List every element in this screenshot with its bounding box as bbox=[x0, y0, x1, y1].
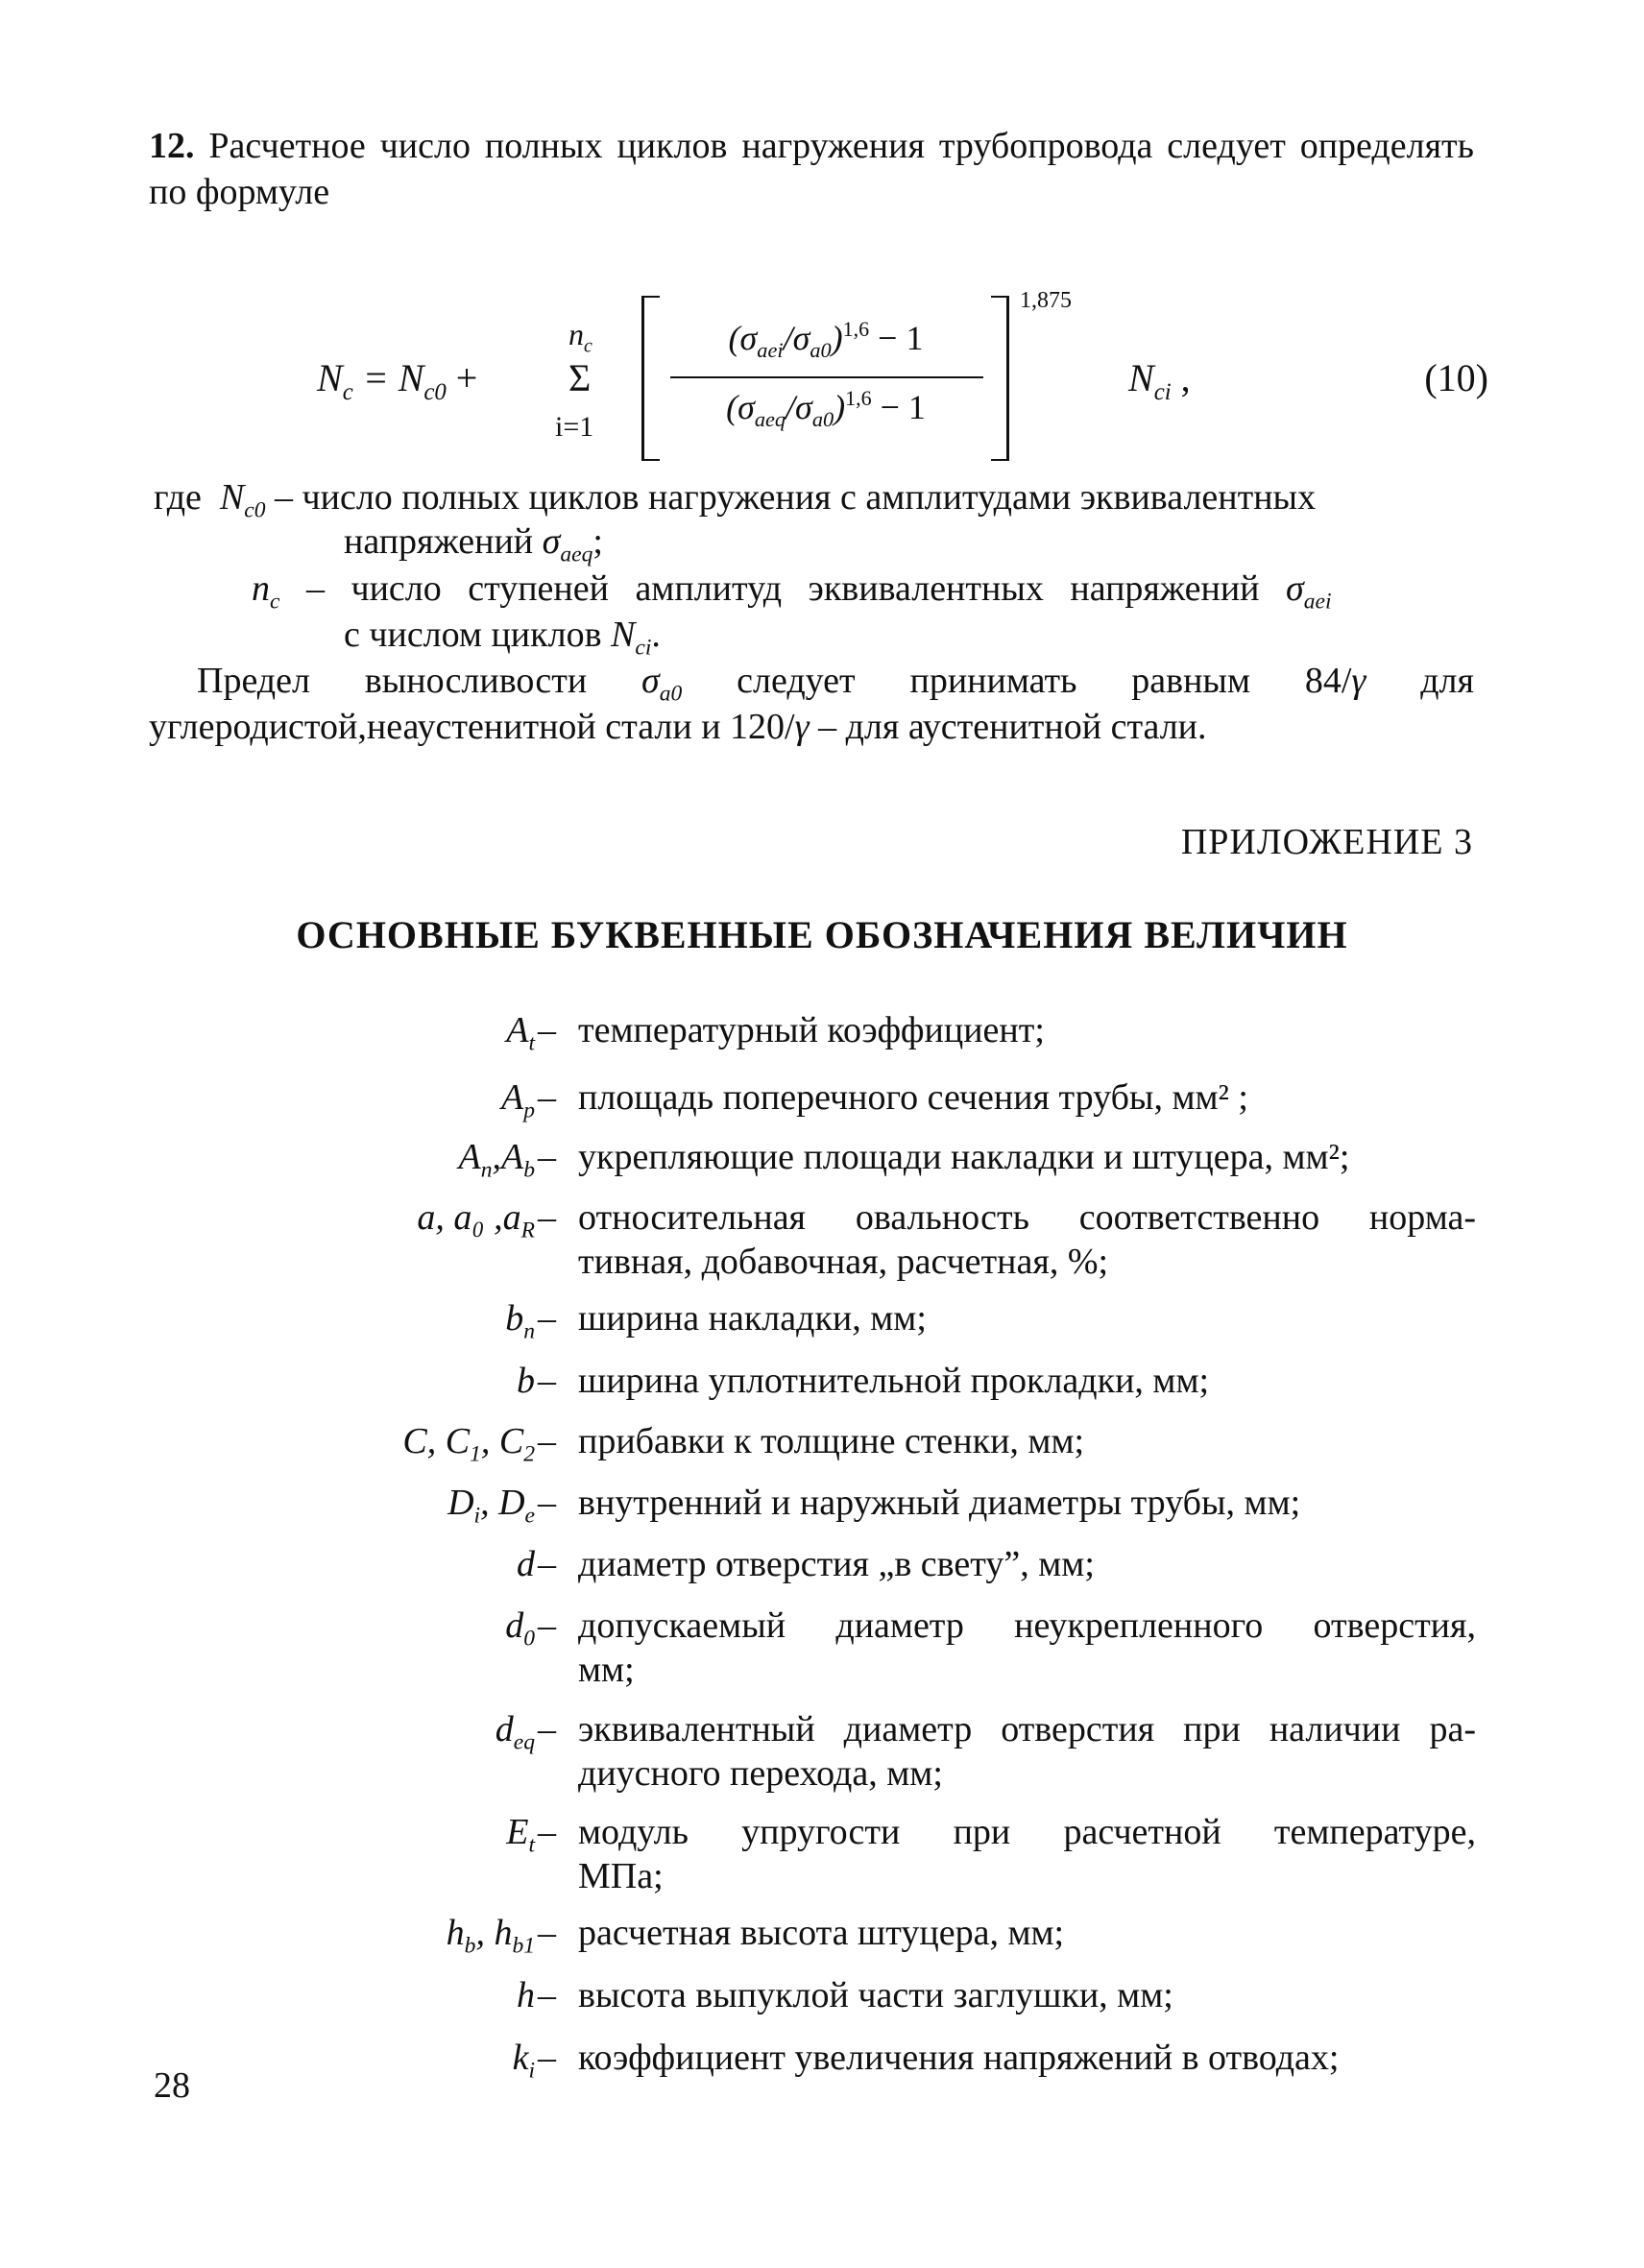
definition-dash: – bbox=[538, 1605, 556, 1646]
symbol-subscript: n bbox=[523, 1318, 535, 1344]
definition-dash: – bbox=[538, 1077, 556, 1118]
w1-text2: напряжений bbox=[344, 521, 543, 562]
w1-text: – число полных циклов нагружения с амплитудами эквивалентных bbox=[265, 477, 1317, 518]
definition-dash: – bbox=[538, 1544, 556, 1584]
symbol-subscript: i bbox=[528, 2058, 535, 2084]
definition-text-line: расчетная высота штуцера, мм; bbox=[578, 1913, 1065, 1953]
definition-text bbox=[578, 1481, 1476, 1525]
definition-text-line: укрепляющие площади накладки и штуцера, мм²; bbox=[578, 1137, 1350, 1177]
symbol-subscript: e bbox=[524, 1503, 535, 1529]
den-minus-one: − 1 bbox=[871, 388, 926, 426]
right-bracket bbox=[991, 296, 1009, 461]
definition-text-continuation: тивная, добавочная, расчетная, %; bbox=[578, 1242, 1109, 1282]
outer-exponent: 1,875 bbox=[1020, 288, 1072, 313]
symbol-part: h bbox=[446, 1913, 465, 1953]
symbol-part: A bbox=[458, 1137, 481, 1177]
definition-text-line: внутренний и наружный диаметры трубы, мм; bbox=[578, 1483, 1301, 1523]
lhs-equals: = N bbox=[352, 356, 424, 399]
left-bracket bbox=[641, 296, 660, 461]
den-sigma2: /σ bbox=[786, 388, 812, 426]
definition-text bbox=[578, 1973, 1476, 2017]
definition-symbol bbox=[446, 1911, 535, 1959]
symbol-subscript: 2 bbox=[523, 1441, 535, 1467]
definition-symbol bbox=[517, 1542, 535, 1586]
definition-symbol bbox=[506, 1810, 535, 1858]
symbol-subscript: 0 bbox=[523, 1626, 535, 1652]
w2-n-sub: ci bbox=[635, 635, 652, 661]
w2-sigma: σ bbox=[1286, 568, 1304, 609]
note-gamma2: γ bbox=[794, 707, 810, 747]
definition-text-continuation: диусного перехода, мм; bbox=[578, 1753, 943, 1794]
num-sigma1: σ bbox=[739, 319, 758, 357]
definition-text-continuation: мм; bbox=[578, 1650, 635, 1690]
den-sigma1: σ bbox=[737, 388, 755, 426]
sum-top: n bbox=[568, 317, 584, 351]
definition-dash: – bbox=[538, 1361, 556, 1401]
definition-dash: – bbox=[538, 1709, 556, 1749]
intro-paragraph bbox=[149, 123, 1474, 215]
symbol-part: a, a₀ ,a bbox=[417, 1197, 521, 1238]
definition-symbol bbox=[517, 1973, 535, 2017]
definition-text bbox=[578, 1419, 1476, 1463]
symbol-part: , C bbox=[480, 1421, 524, 1461]
note-sigma: σ bbox=[641, 661, 660, 701]
definition-text-line: диаметр отверстия „в свету”, мм; bbox=[578, 1544, 1095, 1584]
definition-text-line: ширина накладки, мм; bbox=[578, 1298, 927, 1339]
definition-symbol bbox=[458, 1135, 536, 1183]
where-line-1b bbox=[344, 519, 603, 567]
symbol-part: C, C bbox=[402, 1421, 471, 1461]
w1-sigma-sub: aeq bbox=[560, 542, 593, 567]
sum-top-sub: c bbox=[584, 335, 592, 357]
w2-n: N bbox=[611, 615, 636, 655]
w1-end: ; bbox=[592, 521, 603, 562]
fraction-numerator: $(\sigma_{aei}/\sigma_{a0})^{1,6} - 1$ bbox=[728, 317, 924, 363]
definition-symbol bbox=[402, 1419, 535, 1467]
w1-sigma: σ bbox=[542, 521, 561, 562]
definition-text bbox=[578, 1810, 1476, 1898]
symbol-subscript: t bbox=[528, 1030, 535, 1056]
where-line-2b bbox=[344, 613, 661, 661]
definition-text-line: площадь поперечного сечения трубы, мм² ; bbox=[578, 1077, 1248, 1118]
section-title: ОСНОВНЫЕ БУКВЕННЫЕ ОБОЗНАЧЕНИЯ ВЕЛИЧИН bbox=[296, 913, 1348, 956]
symbol-part: , D bbox=[480, 1483, 525, 1523]
num-minus-one: − 1 bbox=[869, 319, 924, 357]
definition-dash: – bbox=[538, 1913, 556, 1953]
definition-symbol bbox=[505, 1296, 535, 1344]
definition-dash: – bbox=[538, 1298, 556, 1339]
definition-symbol bbox=[517, 1359, 535, 1403]
rhs-comma: , bbox=[1171, 356, 1191, 399]
w1-symbol: N bbox=[219, 477, 245, 518]
definition-text-continuation: МПа; bbox=[578, 1856, 664, 1896]
definition-text-line: допускаемый диаметр неукрепленного отверстия, bbox=[578, 1605, 1476, 1646]
w2-end: . bbox=[651, 615, 661, 655]
w1-sub: c0 bbox=[244, 497, 266, 523]
definition-symbol bbox=[495, 1707, 535, 1755]
where-line-2 bbox=[252, 567, 1481, 615]
n0-sub: c0 bbox=[423, 379, 447, 405]
intro-text: Расчетное число полных циклов нагружения трубопровода следует определять по формуле bbox=[149, 126, 1474, 212]
formula-10 bbox=[317, 278, 1488, 475]
definition-symbol bbox=[447, 1481, 535, 1529]
symbol-subscript: b bbox=[464, 1933, 476, 1959]
note-part2: следует принимать равным 84/ bbox=[682, 661, 1352, 701]
symbol-part: d bbox=[505, 1605, 524, 1646]
num-sub2: a0 bbox=[810, 338, 832, 363]
symbol-subscript: p bbox=[523, 1098, 535, 1123]
symbol-part: D bbox=[447, 1483, 474, 1523]
definition-text-line: прибавки к толщине стенки, мм; bbox=[578, 1421, 1085, 1461]
symbol-part: h bbox=[517, 1975, 535, 2015]
w2-text: – число ступеней амплитуд эквивалентных напряжений bbox=[279, 568, 1287, 609]
definition-symbol bbox=[417, 1195, 535, 1243]
symbol-part: , h bbox=[475, 1913, 513, 1953]
definition-text bbox=[578, 1604, 1476, 1692]
definition-symbol bbox=[512, 2036, 535, 2084]
definition-text-line: высота выпуклой части заглушки, мм; bbox=[578, 1975, 1173, 2015]
den-exp: 1,6 bbox=[845, 386, 872, 410]
definition-dash: – bbox=[538, 1010, 556, 1050]
endurance-limit-note bbox=[149, 658, 1474, 750]
definition-text-line: относительная овальность соответственно норма- bbox=[578, 1197, 1476, 1238]
definition-dash: – bbox=[538, 2038, 556, 2078]
w2-symbol: n bbox=[252, 568, 270, 609]
definition-dash: – bbox=[538, 1421, 556, 1461]
symbol-part: E bbox=[506, 1812, 529, 1852]
symbol-subscript: n bbox=[480, 1157, 493, 1183]
rhs-sub: ci bbox=[1153, 379, 1172, 405]
definition-text bbox=[578, 1542, 1476, 1586]
den-sub1: aeq bbox=[754, 407, 786, 432]
sum-lower-limit: i=1 bbox=[555, 411, 594, 443]
num-sub1: aei bbox=[757, 338, 784, 363]
lhs-sub: c bbox=[342, 379, 353, 405]
definition-text bbox=[578, 1075, 1476, 1120]
symbol-subscript: 1 bbox=[470, 1441, 481, 1467]
symbol-subscript: b bbox=[523, 1157, 535, 1183]
symbol-subscript: R bbox=[520, 1218, 535, 1243]
definition-symbol bbox=[501, 1075, 535, 1123]
num-exp: 1,6 bbox=[842, 317, 870, 341]
fraction-denominator: $(\sigma_{aeq}/\sigma_{a0})^{1,6} - 1$ bbox=[726, 386, 926, 432]
symbol-subscript: eq bbox=[513, 1729, 535, 1755]
sum-upper-limit bbox=[568, 317, 592, 357]
symbol-part: d bbox=[517, 1544, 535, 1584]
definition-dash: – bbox=[538, 1483, 556, 1523]
symbol-part: A bbox=[506, 1010, 529, 1050]
symbol-part: b bbox=[505, 1298, 524, 1339]
definition-text bbox=[578, 1135, 1476, 1179]
definition-dash: – bbox=[538, 1197, 556, 1238]
plus-sign: + bbox=[446, 356, 478, 399]
where-label: где bbox=[154, 477, 202, 518]
definition-text bbox=[578, 1008, 1476, 1052]
symbol-part: b bbox=[517, 1361, 535, 1401]
definition-text-line: ширина уплотнительной прокладки, мм; bbox=[578, 1361, 1210, 1401]
equation-number: (10) bbox=[1424, 356, 1488, 399]
definition-text-line: коэффициент увеличения напряжений в отводах; bbox=[578, 2038, 1340, 2078]
definition-dash: – bbox=[538, 1812, 556, 1852]
note-part3: для углеродистой,неаустенитной стали и 120/ bbox=[149, 661, 1475, 747]
note-part4: – для аустенитной стали. bbox=[809, 707, 1207, 747]
den-sub2: a0 bbox=[811, 407, 834, 432]
definition-text bbox=[578, 1195, 1476, 1284]
definition-symbol bbox=[506, 1008, 535, 1056]
fraction-line bbox=[670, 376, 983, 378]
formula-lhs bbox=[317, 355, 478, 405]
where-line-1 bbox=[154, 475, 1317, 523]
formula-rhs bbox=[1128, 355, 1191, 405]
definition-text-line: модуль упругости при расчетной температуре, bbox=[578, 1812, 1476, 1852]
symbol-subscript: i bbox=[473, 1503, 481, 1529]
w2-sigma-sub: aei bbox=[1303, 589, 1332, 615]
note-part1: Предел выносливости bbox=[197, 661, 642, 701]
symbol-subscript: t bbox=[528, 1832, 535, 1858]
w2-sub: c bbox=[270, 589, 280, 615]
definition-text bbox=[578, 1707, 1476, 1796]
symbol-part: d bbox=[495, 1709, 514, 1749]
symbol-part: A bbox=[501, 1077, 524, 1118]
rhs-symbol: N bbox=[1128, 356, 1154, 399]
sigma-sum-icon: Σ bbox=[568, 356, 592, 399]
page-number: 28 bbox=[154, 2065, 190, 2106]
symbol-subscript: b1 bbox=[512, 1933, 535, 1959]
definition-text-line: температурный коэффициент; bbox=[578, 1010, 1045, 1050]
num-sigma2: /σ bbox=[783, 319, 810, 357]
w2-text2: с числом циклов bbox=[344, 615, 612, 655]
definition-text bbox=[578, 2036, 1476, 2080]
definition-dash: – bbox=[538, 1975, 556, 2015]
definition-text bbox=[578, 1359, 1476, 1403]
definition-text-line: эквивалентный диаметр отверстия при наличии ра- bbox=[578, 1709, 1476, 1749]
item-number: 12. bbox=[149, 126, 195, 166]
definition-text bbox=[578, 1911, 1476, 1955]
note-gamma1: γ bbox=[1351, 661, 1366, 701]
definition-dash: – bbox=[538, 1137, 556, 1177]
definition-text bbox=[578, 1296, 1476, 1340]
symbol-part: k bbox=[512, 2038, 529, 2078]
appendix-label: ПРИЛОЖЕНИЕ 3 bbox=[1180, 822, 1473, 862]
lhs-symbol: N bbox=[317, 356, 343, 399]
definition-symbol bbox=[505, 1604, 535, 1652]
symbol-part: ,A bbox=[492, 1137, 524, 1177]
note-sigma-sub: a0 bbox=[659, 681, 683, 707]
